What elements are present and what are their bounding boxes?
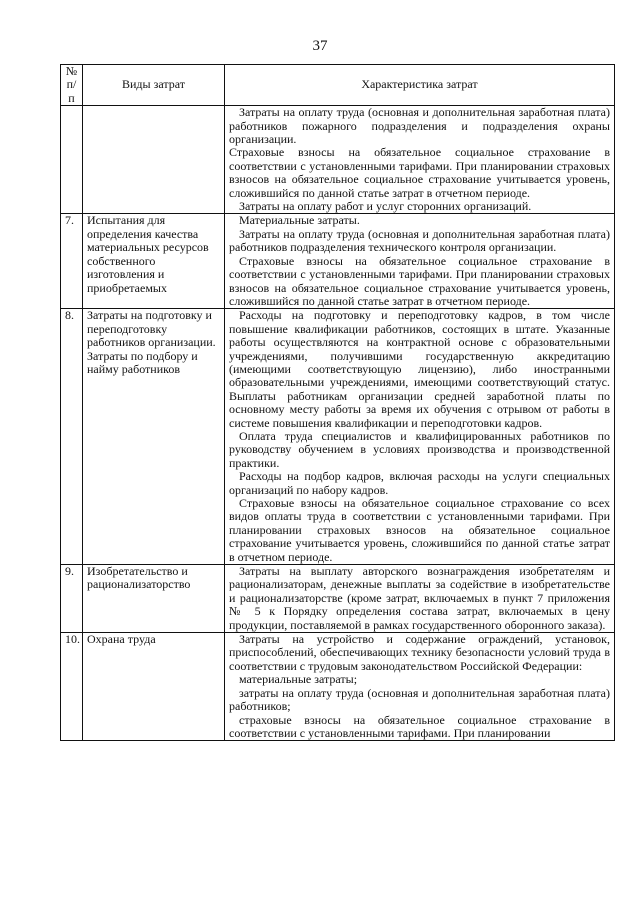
desc-paragraph: Затраты на оплату работ и услуг сторонних организаций. (239, 199, 532, 214)
cost-table (60, 64, 615, 741)
desc-paragraph: Страховые взносы на обязательное социальное страхование со всех видов оплаты труда в соответствии с установленными тарифами. При планировании страховых взносов на обязательное социальное страхование учитывается уровень, сложившийся по данной статье затрат в отчетном периоде. (229, 496, 610, 564)
table-row (61, 309, 615, 565)
row-desc (225, 309, 615, 565)
table-row (61, 565, 615, 633)
desc-paragraph: Затраты на оплату труда (основная и дополнительная заработная плата) работников подразделения технического контроля организации. (229, 226, 610, 255)
desc-paragraph: Оплата труда специалистов и квалифицированных работников по руководству обучением в условиях производства и производственной практики. (229, 428, 610, 470)
row-desc (225, 106, 615, 214)
row-num: 7. (61, 214, 83, 309)
desc-paragraph: Расходы на подготовку и переподготовку кадров, в том числе повышение квалификации работников, состоящих в штате. Указанные работы осуществляются на контрактной основе с образовательными учреждениями, получившими государственную аккредитацию (имеющими соответствующую лицензию), либо иностранными образовательными учреждениями, имеющими соответствующий статус. Выплаты работникам организации средней заработной платы по основному месту работы за время их обучения с отрывом от работы в системе повышения квалификации и переподготовки кадров. (229, 308, 610, 430)
row-desc (225, 633, 615, 741)
table-row (61, 633, 615, 741)
desc-paragraph: материальные затраты; (239, 672, 358, 687)
desc-paragraph: страховые взносы на обязательное социальное страхование в соответствии с установленными тарифами. При планировании (229, 712, 610, 740)
row-type (83, 106, 225, 214)
row-num: 8. (61, 309, 83, 565)
desc-paragraph: Расходы на подбор кадров, включая расходы на услуги специальных организаций по набору кадров. (229, 469, 610, 497)
table-row (61, 106, 615, 214)
desc-paragraph: Страховые взносы на обязательное социальное страхование в соответствии с установленными тарифами. При планировании страховых взносов на обязательное социальное страхование учитывается уровень, сложившийся по данной статье затрат в отчетном периоде. (229, 145, 610, 200)
desc-paragraph: Затраты на выплату авторского вознаграждения изобретателям и рационализаторам, денежные выплаты за содействие в изобретательстве и рационализаторстве (кроме затрат, включаемых в пункт 7 приложения № 5 к Порядку определения состава затрат, включаемых в цену продукции, поставляемой в рамках государственного оборонного заказа). (229, 564, 610, 632)
row-type: Испытания для определения качества материальных ресурсов собственного изготовления и приобретаемых (83, 214, 225, 309)
row-type: Охрана труда (83, 633, 225, 741)
desc-paragraph: Затраты на устройство и содержание ограждений, установок, приспособлений, обеспечивающих технику безопасности условий труда в соответствии с трудовым законодательством Российской Федерации: (229, 632, 610, 673)
desc-paragraph: затраты на оплату труда (основная и дополнительная заработная плата) работников; (229, 685, 610, 714)
header-desc: Характеристика затрат (225, 65, 615, 106)
page-number: 37 (312, 38, 328, 54)
desc-paragraph: Страховые взносы на обязательное социальное страхование в соответствии с установленными тарифами. При планировании страховых взносов на обязательное социальное страхование учитывается уровень, сложившийся по данной статье затрат в отчетном периоде. (229, 253, 610, 308)
row-num: 9. (61, 565, 83, 633)
row-num (61, 106, 83, 214)
header-type: Виды затрат (83, 65, 225, 106)
desc-paragraph: Материальные затраты. (239, 213, 360, 228)
row-type: Изобретательство и рационализаторство (83, 565, 225, 633)
row-type: Затраты на подготовку и переподготовку работников организации. Затраты по подбору и найму работников (83, 309, 225, 565)
header-num: № п/п (61, 65, 83, 106)
row-desc (225, 565, 615, 633)
table-row (61, 214, 615, 309)
row-num: 10. (61, 633, 83, 741)
row-desc (225, 214, 615, 309)
table-header-row (61, 65, 615, 106)
desc-paragraph: Затраты на оплату труда (основная и дополнительная заработная плата) работников пожарного подразделения и подразделения охраны организации. (229, 105, 610, 147)
